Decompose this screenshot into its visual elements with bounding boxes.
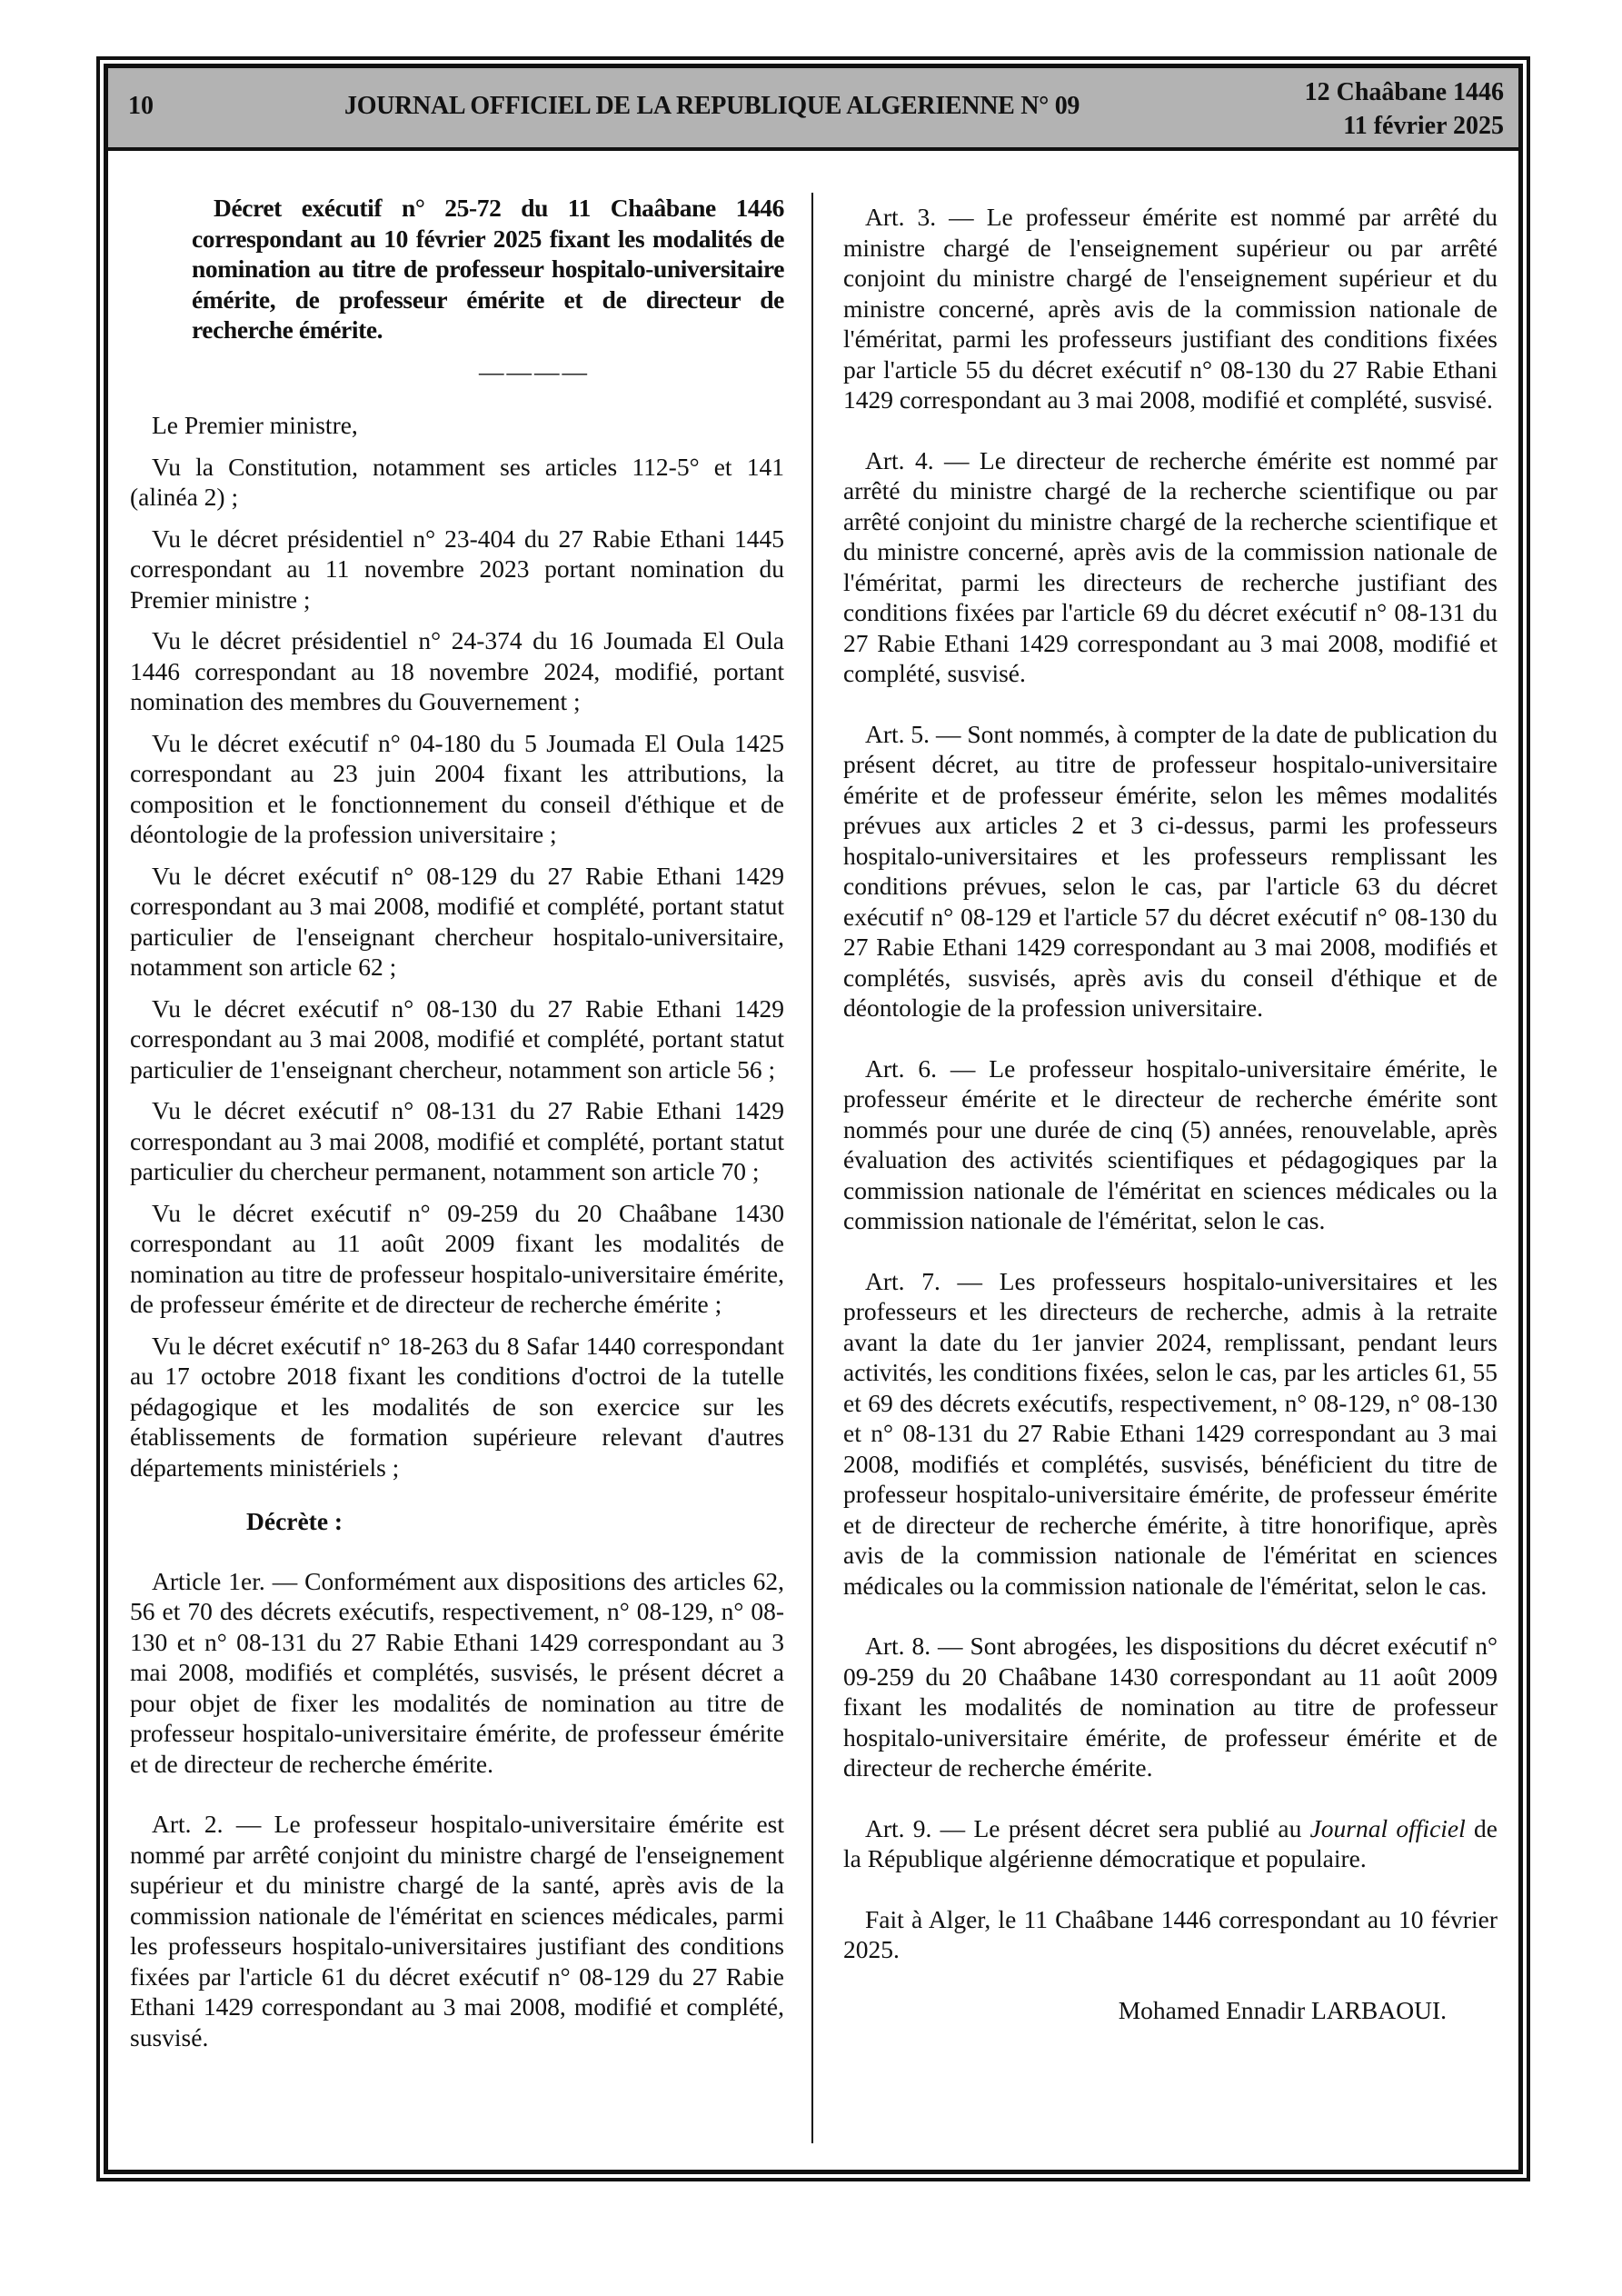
preamble-paragraph: Le Premier ministre, xyxy=(152,411,358,439)
visa-paragraph: Vu la Constitution, notamment ses articles 112-5° et 141 (alinéa 2) ; xyxy=(130,452,784,511)
journal-title: JOURNAL OFFICIEL DE LA REPUBLIQUE ALGERIENNE N° 09 xyxy=(344,92,1080,120)
title-separator: ———— xyxy=(479,356,590,385)
article-1: Article 1er. — Conformément aux dispositions des articles 62, 56 et 70 des décrets exécutifs, respectivement, n° 08-129, n° 08-130 et n° 08-131 du 27 Rabie Ethani 1429 correspondant au 3 mai 2008, modifiés et complétés, susvisés, le présent décret a pour objet de fixer les modalités de nomination au titre de professeur hospitalo-universitaire émérite, de professeur émérite et de directeur de recherche émérite. xyxy=(130,1566,784,1778)
article-2: Art. 2. — Le professeur hospitalo-universitaire émérite est nommé par arrêté conjoint du ministre chargé de l'enseignement supérieur et du ministre chargé de la santé, après avis de la commission nationale de l'éméritat en sciences médicales, parmi les professeurs hospitalo-universitaires justifiant des conditions fixées par l'article 61 du décret exécutif n° 08-129 du 27 Rabie Ethani 1429 correspondant au 3 mai 2008, modifié et complété, susvisé. xyxy=(130,1810,784,2051)
article-7: Art. 7. — Les professeurs hospitalo-universitaires et les professeurs et les directeurs de recherche, admis à la retraite avant la date du 1er janvier 2024, remplissant, pendant leurs activités, les conditions fixées, selon le cas, par les articles 61, 55 et 69 des décrets exécutifs, respectivement, n° 08-129, n° 08-130 et n° 08-131 du 27 Rabie Ethani 1429 correspondant au 3 mai 2008, modifiés et complétés, susvisés, bénéficient du titre de professeur hospitalo-universitaire émérite, de professeur émérite et de directeur de recherche émérite, à titre honorifique, après avis de la commission nationale de l'éméritat en sciences médicales ou la commission nationale de l'éméritat, selon le cas. xyxy=(843,1266,1498,1600)
visa-paragraph: Vu le décret exécutif n° 08-131 du 27 Rabie Ethani 1429 correspondant au 3 mai 2008, modifié et complété, portant statut particulier du chercheur permanent, notamment son article 70 ; xyxy=(130,1096,784,1185)
article-9 xyxy=(843,1813,1498,1874)
date-hijri: 12 Chaâbane 1446 xyxy=(1304,78,1504,106)
visa-paragraph: Vu le décret exécutif n° 08-129 du 27 Rabie Ethani 1429 correspondant au 3 mai 2008, modifié et complété, portant statut particulier de l'enseignant chercheur hospitalo-universitaire, notamment son article 62 ; xyxy=(130,861,784,981)
date-gregorian: 11 février 2025 xyxy=(1343,112,1504,140)
article-8: Art. 8. — Sont abrogées, les dispositions du décret exécutif n° 09-259 du 20 Chaâbane 1430 correspondant au 11 août 2009 fixant les modalités de nomination au titre de professeur hospitalo-universitaire émérite, de professeur émérite et de directeur de recherche émérite. xyxy=(843,1632,1498,1782)
visa-paragraph: Vu le décret exécutif n° 18-263 du 8 Safar 1440 correspondant au 17 octobre 2018 fixant les conditions d'octroi de la tutelle pédagogique et les modalités de son exercice sur les établissements de formation supérieure relevant d'autres départements ministériels ; xyxy=(130,1331,784,1482)
article-6: Art. 6. — Le professeur hospitalo-universitaire émérite, le professeur émérite et le directeur de recherche émérite sont nommés pour une durée de cinq (5) années, renouvelable, après évaluation des activités scientifiques et pédagogiques par la commission nationale de l'éméritat en sciences médicales ou la commission nationale de l'éméritat, selon le cas. xyxy=(843,1053,1498,1234)
article-9-text-end: de la République algérienne démocratique et populaire. xyxy=(843,1813,1498,1872)
left-column xyxy=(130,193,784,2063)
issue-date xyxy=(1305,75,1504,143)
article-4: Art. 4. — Le directeur de recherche émérite est nommé par arrêté du ministre chargé de la recherche scientifique ou par arrêté conjoint du ministre chargé de la recherche scientifique et du ministre concerné, après avis de la commission nationale de l'éméritat, parmi les directeurs de recherche justifiant des conditions fixées par l'article 69 du décret exécutif n° 08-131 du 27 Rabie Ethani 1429 correspondant au 3 mai 2008, modifié et complété, susvisé. xyxy=(843,445,1498,687)
decree-title: Décret exécutif n° 25-72 du 11 Chaâbane 1446 correspondant au 10 février 2025 fixant les modalités de nomination au titre de professeur hospitalo-universitaire émérite, de professeur émérite et de directeur de recherche émérite. xyxy=(192,194,784,344)
page-number: 10 xyxy=(128,92,154,120)
closing-formula: Fait à Alger, le 11 Chaâbane 1446 correspondant au 10 février 2025. xyxy=(843,1904,1498,1963)
article-9-text: Art. 9. — Le présent décret sera publié au xyxy=(865,1813,1310,1842)
visa-paragraph: Vu le décret exécutif n° 09-259 du 20 Chaâbane 1430 correspondant au 11 août 2009 fixant les modalités de nomination au titre de professeur hospitalo-universitaire émérite, de professeur émérite et de directeur de recherche émérite ; xyxy=(130,1198,784,1318)
visa-paragraph: Vu le décret présidentiel n° 24-374 du 16 Joumada El Oula 1446 correspondant au 18 novembre 2024, modifié, portant nomination des membres du Gouvernement ; xyxy=(130,626,784,715)
article-5: Art. 5. — Sont nommés, à compter de la date de publication du présent décret, au titre de professeur hospitalo-universitaire émérite et de professeur émérite, selon les mêmes modalités prévues aux articles 2 et 3 ci-dessus, parmi les professeurs hospitalo-universitaires et les professeurs remplissant les conditions prévues, selon le cas, par l'article 63 du décret exécutif n° 08-129 et l'article 57 du décret exécutif n° 08-130 du 27 Rabie Ethani 1429 correspondant au 3 mai 2008, modifiés et complétés, susvisés, après avis du conseil d'éthique et de déontologie de la profession universitaire. xyxy=(843,719,1498,1022)
article-3: Art. 3. — Le professeur émérite est nommé par arrêté du ministre chargé de l'enseignement supérieur ou par arrêté conjoint du ministre chargé de l'enseignement supérieur et du ministre concerné, après avis de la commission nationale de l'éméritat, parmi les professeurs justifiant des conditions fixées par l'article 55 du décret exécutif n° 08-130 du 27 Rabie Ethani 1429 correspondant au 3 mai 2008, modifié et complété, susvisé. xyxy=(843,203,1498,414)
visa-paragraph: Vu le décret présidentiel n° 23-404 du 27 Rabie Ethani 1445 correspondant au 11 novembre 2023 portant nomination du Premier ministre ; xyxy=(130,524,784,614)
right-column xyxy=(843,202,1498,2055)
journal-officiel-italic: Journal officiel xyxy=(1309,1813,1466,1842)
signature: Mohamed Ennadir LARBAOUI. xyxy=(1118,1995,1447,2024)
column-divider xyxy=(811,193,813,2143)
visa-paragraph: Vu le décret exécutif n° 08-130 du 27 Rabie Ethani 1429 correspondant au 3 mai 2008, modifié et complété, portant statut particulier de 1'enseignant chercheur, notamment son article 56 ; xyxy=(130,993,784,1083)
visa-paragraph: Vu le décret exécutif n° 04-180 du 5 Joumada El Oula 1425 correspondant au 23 juin 2004 fixant les attributions, la composition et le fonctionnement du conseil d'éthique et de déontologie de la profession universitaire ; xyxy=(130,728,784,848)
journal-header xyxy=(108,68,1518,151)
decrete-heading: Décrète : xyxy=(246,1507,343,1535)
